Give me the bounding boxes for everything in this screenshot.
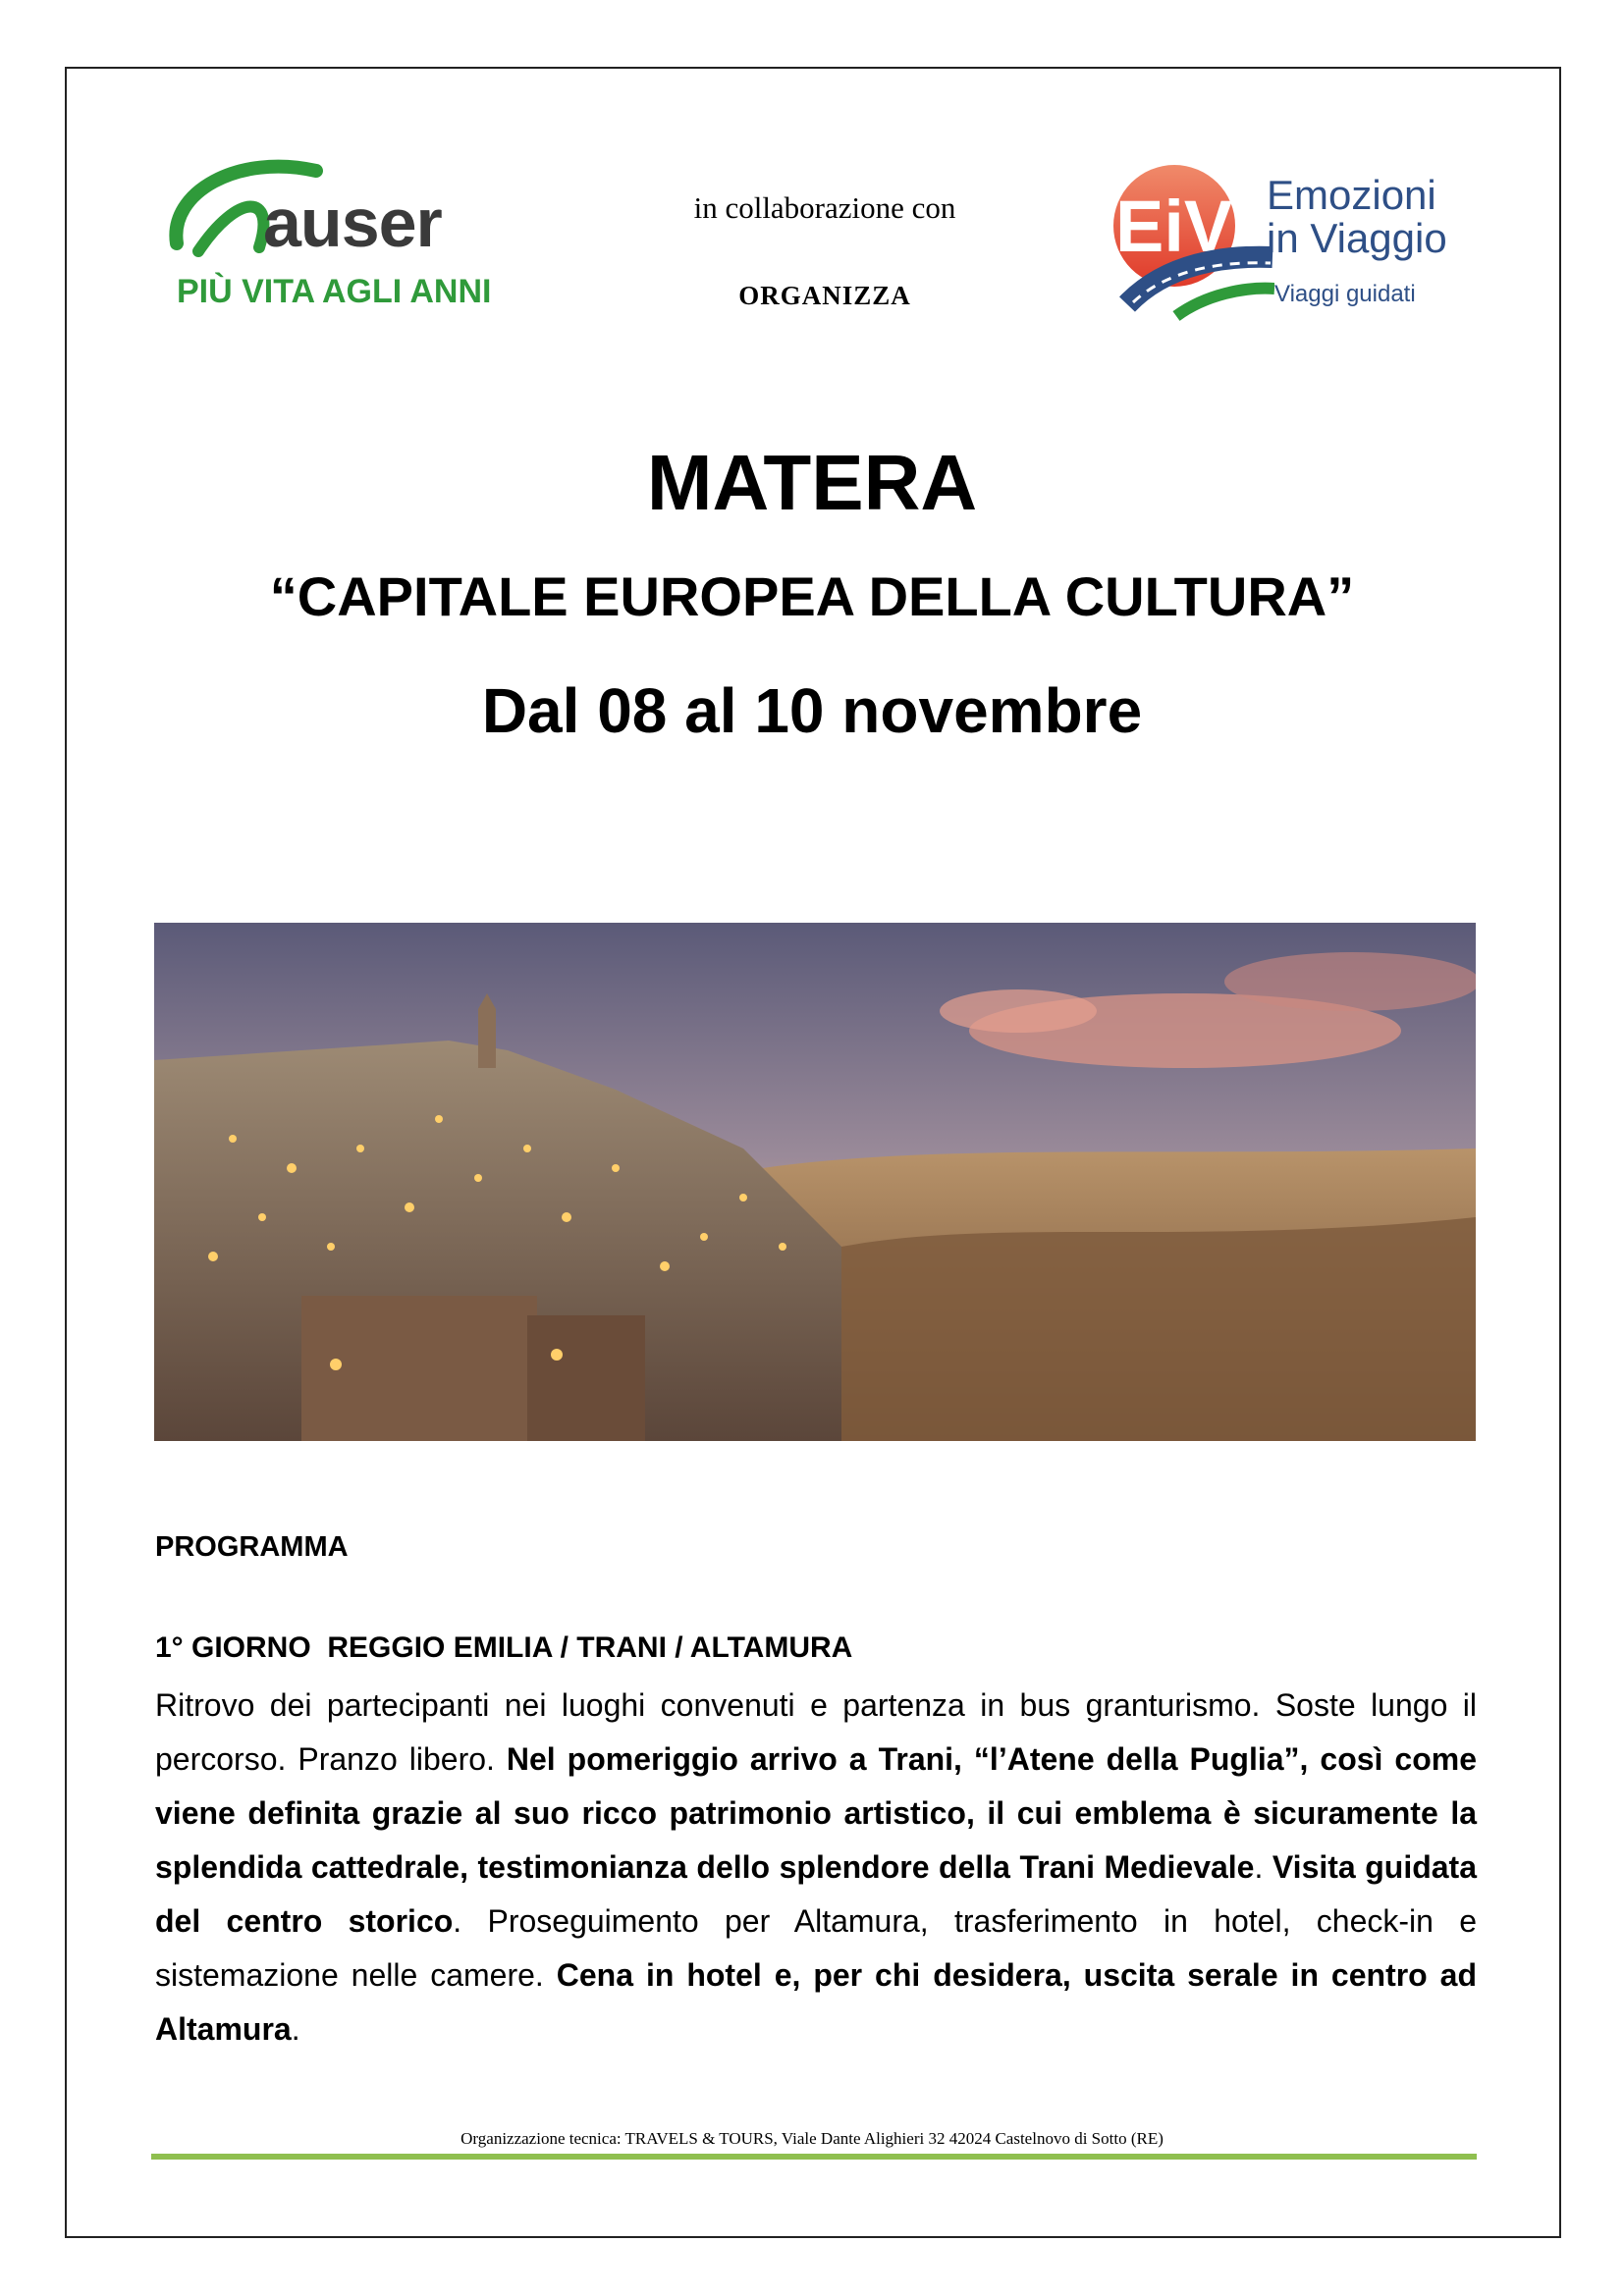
day1-highlight-text: Cena in hotel e, per chi desidera, uscita serale in centro ad Altamura <box>155 1957 1478 2047</box>
eiv-tagline: Viaggi guidati <box>1274 281 1416 307</box>
footer-organization: Organizzazione tecnica: TRAVELS & TOURS, Viale Dante Alighieri 32 42024 Castelnovo di Sotto (RE) <box>460 2129 1164 2148</box>
eiv-logo <box>1098 147 1490 324</box>
day1-highlight-text: Nel pomeriggio arrivo a Trani, “l’Atene della Puglia”, così come viene definita grazie al suo ricco patrimonio artistico, il cui emblema è sicuramente la splendida cattedrale, testimonianza dello splendore della Trani Medievale <box>155 1741 1477 1885</box>
matera-photo <box>154 923 1476 1441</box>
day1-text: . Proseguimento per Altamura, trasferimento in hotel, check-in e sistemazione nelle camere. <box>155 1903 1478 1993</box>
svg-text:EiV: EiV <box>1115 186 1233 267</box>
footer-divider <box>151 2154 1477 2160</box>
trip-dates: Dal 08 al 10 novembre <box>481 675 1143 746</box>
organizza-label: ORGANIZZA <box>738 281 911 310</box>
program-heading: PROGRAMMA <box>155 1531 349 1563</box>
eiv-name-line1: Emozioni <box>1267 172 1436 218</box>
auser-name: auser <box>263 185 442 261</box>
day1-text: . <box>291 2011 300 2047</box>
day1-description <box>155 1679 1477 2056</box>
page-subtitle: “CAPITALE EUROPEA DELLA CULTURA” <box>269 565 1355 627</box>
day1-highlight-text: Visita guidata del centro storico <box>155 1849 1478 1939</box>
auser-logo <box>169 153 542 320</box>
day1-heading: 1° GIORNO REGGIO EMILIA / TRANI / ALTAMURA <box>155 1631 853 1664</box>
page-title: MATERA <box>646 439 978 526</box>
day1-text: Ritrovo dei partecipanti nei luoghi convenuti e partenza in bus granturismo. Soste lungo il percorso. Pranzo libero. <box>155 1687 1477 1777</box>
eiv-emblem-icon <box>1098 147 1274 324</box>
collaboration-text: in collaborazione con <box>693 190 956 225</box>
matera-landscape-image <box>154 923 1476 1441</box>
eiv-name-line2: in Viaggio <box>1267 215 1447 261</box>
auser-tagline: PIÙ VITA AGLI ANNI <box>177 273 492 310</box>
day1-text: . <box>1254 1849 1272 1885</box>
